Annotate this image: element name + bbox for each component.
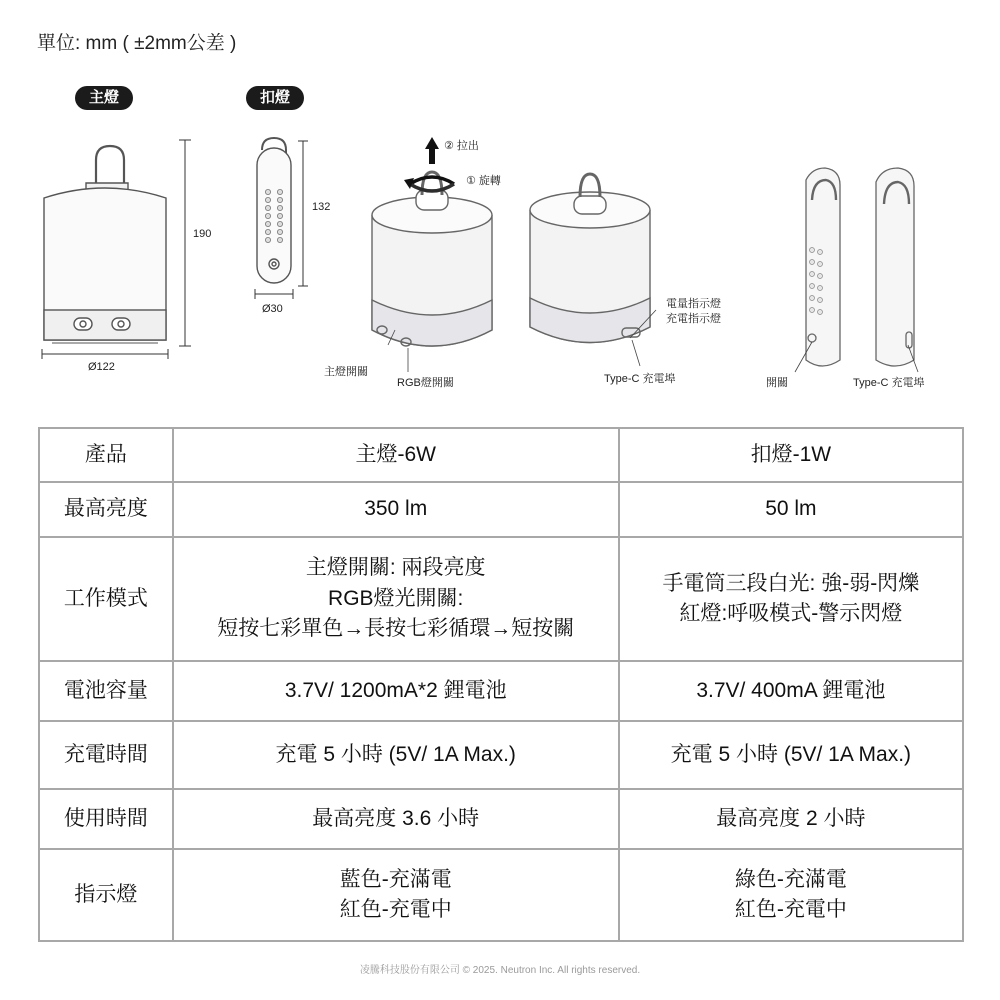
typec-port-main-callout: Type-C 充電埠	[604, 373, 676, 385]
cell-text: 綠色-充滿電	[734, 867, 847, 891]
cell-text: 紅燈:呼吸模式-警示閃燈	[679, 602, 903, 625]
table-row	[39, 789, 963, 849]
product-diagram	[0, 120, 1000, 400]
main-lamp-cell	[173, 661, 619, 721]
spec-table	[38, 427, 964, 942]
row-label: 充電時間	[39, 721, 173, 789]
table-row	[39, 537, 963, 661]
main-lamp-cell	[173, 428, 619, 482]
row-label: 指示燈	[39, 849, 173, 941]
cell-text: 扣燈-1W	[750, 442, 832, 466]
table-row	[39, 661, 963, 721]
cell-text: 350 lm	[364, 497, 428, 521]
clip-lamp-cell	[619, 661, 963, 721]
clip-lamp-cell	[619, 789, 963, 849]
cell-text: 3.7V/ 400mA 鋰電池	[696, 678, 886, 702]
clip-diameter-dimension: Ø30	[262, 303, 283, 315]
main-height-dimension: 190	[193, 228, 212, 240]
clip-lamp-tag: 扣燈	[246, 86, 304, 110]
clip-lamp-perspective-right	[876, 168, 914, 366]
cell-text: 充電 5 小時 (5V/ 1A Max.)	[670, 742, 912, 766]
pull-out-callout: ② 拉出	[444, 140, 479, 152]
rgb-switch-callout: RGB燈開關	[397, 377, 454, 389]
unit-note: 單位: mm ( ±2mm公差 )	[37, 33, 237, 54]
cell-text: 50 lm	[765, 497, 817, 521]
row-label: 產品	[39, 428, 173, 482]
cell-text: 紅色-充電中	[339, 898, 452, 921]
row-label: 最高亮度	[39, 482, 173, 537]
table-row	[39, 428, 963, 482]
main-lamp-cell	[173, 482, 619, 537]
main-diameter-dimension: Ø122	[88, 361, 115, 373]
cell-text: 藍色-充滿電	[339, 867, 452, 891]
cell-text: 充電 5 小時 (5V/ 1A Max.)	[275, 742, 516, 766]
row-label: 電池容量	[39, 661, 173, 721]
clip-lamp-drawing	[257, 138, 291, 283]
pull-arrow-icon	[425, 137, 439, 164]
table-row	[39, 482, 963, 537]
rotate-arrow-icon	[410, 177, 454, 191]
clip-lamp-perspective-left	[806, 168, 840, 366]
clip-lamp-cell	[619, 428, 963, 482]
cell-text: 手電筒三段白光: 強-弱-閃爍	[662, 571, 920, 595]
main-lamp-perspective-rotate	[372, 172, 492, 346]
row-label: 工作模式	[39, 537, 173, 661]
cell-text: 主燈-6W	[355, 442, 436, 466]
main-lamp-perspective-back	[530, 174, 650, 343]
main-lamp-tag: 主燈	[75, 86, 133, 110]
row-label: 使用時間	[39, 789, 173, 849]
clip-lamp-cell	[619, 537, 963, 661]
cell-text: 短按七彩單色→長按七彩循環→短按關	[217, 617, 575, 641]
table-row	[39, 721, 963, 789]
main-lamp-cell	[173, 789, 619, 849]
clip-lamp-cell	[619, 721, 963, 789]
cell-text: RGB燈光開關:	[328, 586, 464, 610]
battery-indicator-callout: 電量指示燈	[666, 298, 721, 310]
clip-lamp-cell	[619, 849, 963, 941]
charge-indicator-callout: 充電指示燈	[666, 313, 721, 325]
cell-text: 最高亮度 2 小時	[716, 806, 866, 830]
clip-height-dimension: 132	[312, 201, 331, 213]
main-lamp-cell	[173, 537, 619, 661]
clip-switch-callout: 開關	[766, 377, 788, 389]
typec-port-clip-callout: Type-C 充電埠	[853, 377, 925, 389]
main-switch-callout: 主燈開關	[324, 366, 368, 378]
cell-text: 最高亮度 3.6 小時	[312, 806, 480, 830]
main-lamp-cell	[173, 721, 619, 789]
cell-text: 3.7V/ 1200mA*2 鋰電池	[284, 678, 507, 702]
rotate-callout: ① 旋轉	[466, 175, 501, 187]
cell-text: 主燈開關: 兩段亮度	[305, 556, 486, 580]
footer-copyright: 凌騰科技股份有限公司 © 2025. Neutron Inc. All rights reserved.	[359, 965, 641, 976]
table-row	[39, 849, 963, 941]
main-lamp-drawing	[44, 146, 166, 343]
clip-lamp-cell	[619, 482, 963, 537]
cell-text: 紅色-充電中	[734, 898, 847, 921]
main-lamp-cell	[173, 849, 619, 941]
